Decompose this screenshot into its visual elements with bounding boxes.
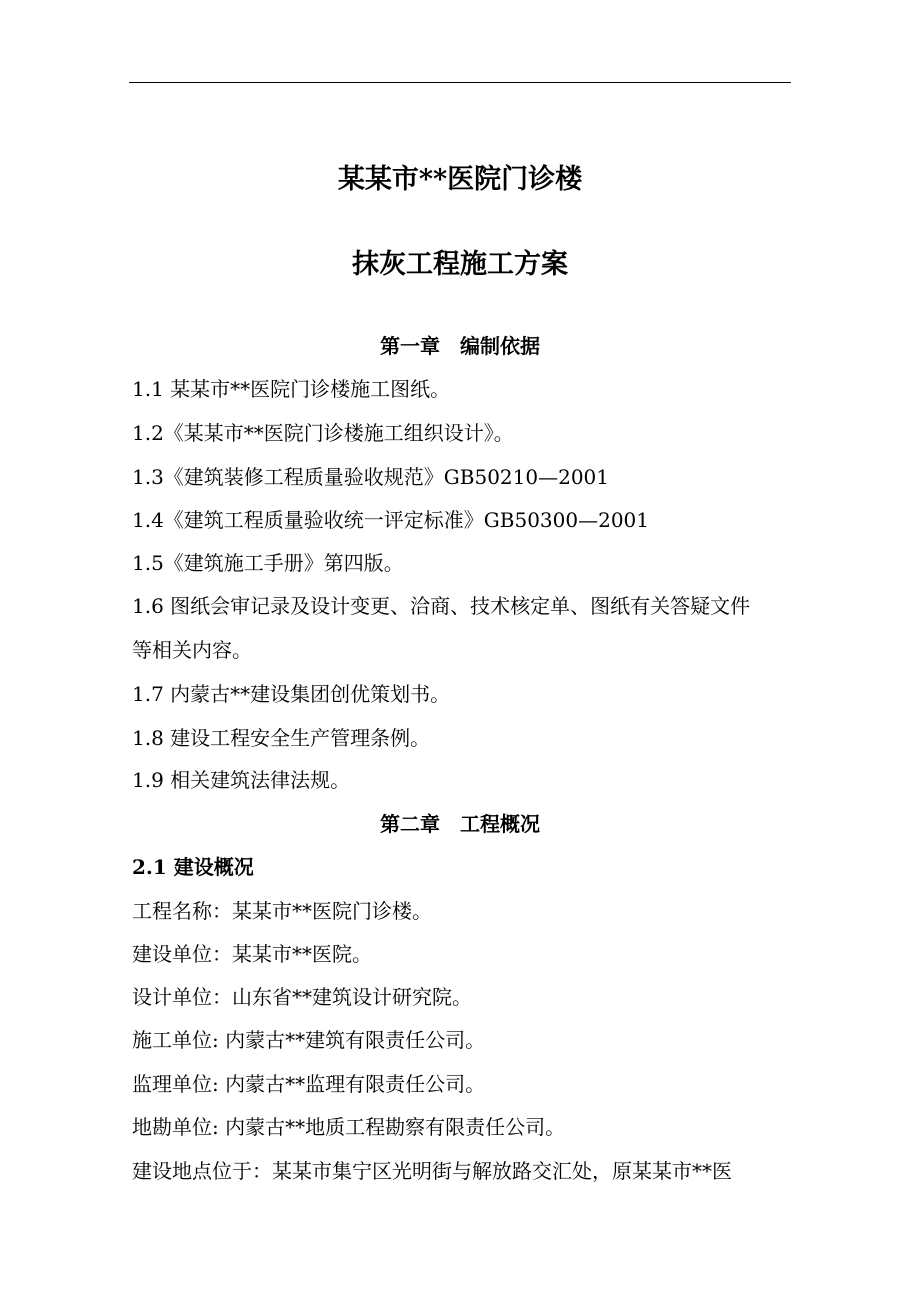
design-unit: 设计单位：山东省**建筑设计研究院。	[132, 985, 472, 1009]
section-2-1-title: 2.1 建设概况	[132, 855, 254, 879]
document-subtitle: 抹灰工程施工方案	[352, 249, 568, 280]
basis-item-3: 1.3《建筑装修工程质量验收规范》GB50210—2001	[132, 465, 610, 489]
survey-unit: 地勘单位: 内蒙古**地质工程勘察有限责任公司。	[132, 1115, 566, 1139]
document-title: 某某市**医院门诊楼	[337, 164, 583, 195]
basis-item-8: 1.8 建设工程安全生产管理条例。	[132, 726, 431, 750]
site-location: 建设地点位于：某某市集宁区光明街与解放路交汇处，原某某市**医	[132, 1159, 732, 1183]
basis-item-6-continued: 等相关内容。	[132, 638, 252, 662]
basis-item-9: 1.9 相关建筑法律法规。	[132, 768, 351, 792]
basis-item-2: 1.2《某某市**医院门诊楼施工组织设计》。	[132, 421, 514, 445]
basis-item-5: 1.5《建筑施工手册》第四版。	[132, 551, 404, 575]
basis-item-6: 1.6 图纸会审记录及设计变更、洽商、技术核定单、图纸有关答疑文件	[132, 594, 751, 618]
construction-unit: 施工单位: 内蒙古**建筑有限责任公司。	[132, 1028, 486, 1052]
basis-item-7: 1.7 内蒙古**建设集团创优策划书。	[132, 682, 451, 706]
basis-item-4: 1.4《建筑工程质量验收统一评定标准》GB50300—2001	[132, 508, 650, 532]
client-unit: 建设单位：某某市**医院。	[132, 942, 372, 966]
chapter-1-heading: 第一章 编制依据	[380, 334, 540, 358]
header-rule	[129, 82, 791, 83]
basis-item-1: 1.1 某某市**医院门诊楼施工图纸。	[132, 377, 451, 401]
project-name: 工程名称：某某市**医院门诊楼。	[132, 899, 432, 923]
supervision-unit: 监理单位: 内蒙古**监理有限责任公司。	[132, 1072, 486, 1096]
chapter-2-heading: 第二章 工程概况	[380, 812, 540, 836]
